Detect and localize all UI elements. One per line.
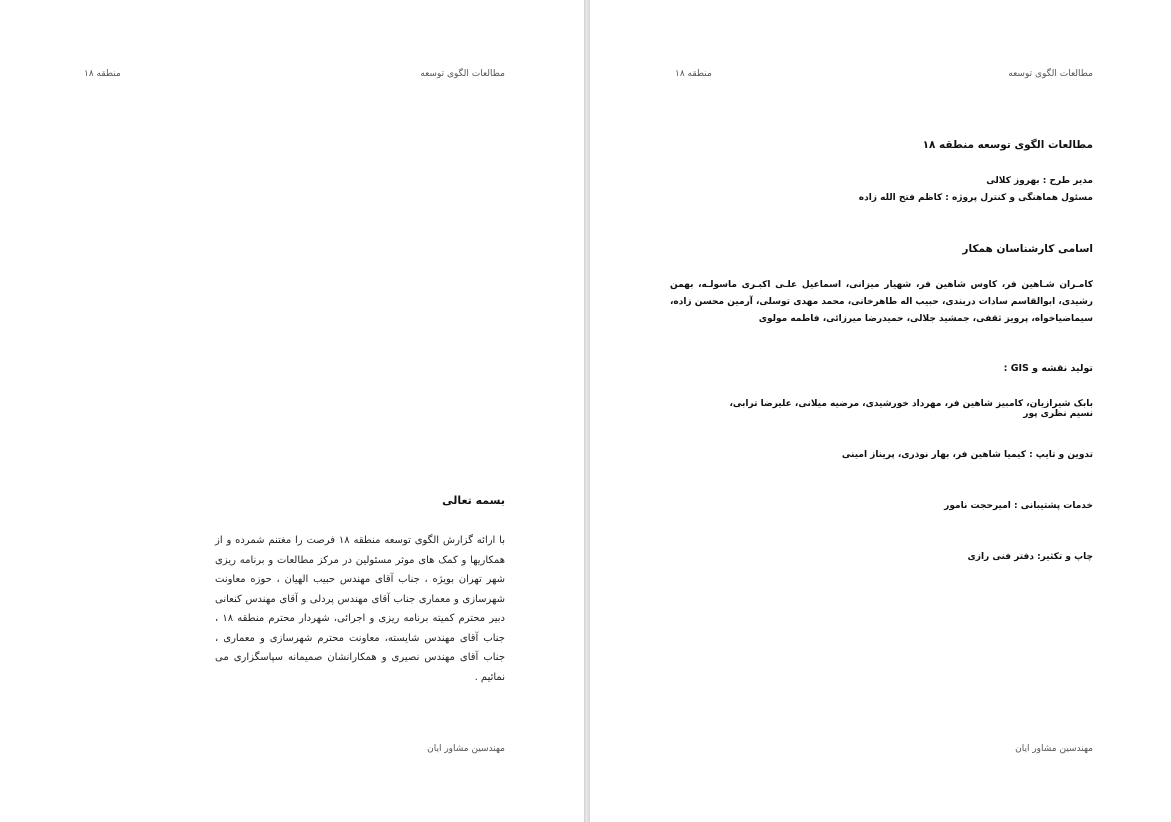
left-page — [0, 0, 584, 822]
experts-heading: اسامی کارشناسان همکار — [962, 243, 1093, 255]
document-title: مطالعات الگوی توسعه منطقه ۱۸ — [922, 139, 1093, 151]
page-header-region: منطقه ۱۸ — [675, 69, 712, 79]
page-footer: مهندسین مشاور ایان — [1015, 744, 1093, 754]
page-header-title: مطالعات الگوی توسعه — [420, 69, 505, 79]
dedication-heading: بسمه تعالی — [442, 494, 505, 507]
right-page — [590, 0, 1171, 822]
project-manager-line: مدیر طرح : بهروز کلالی — [986, 176, 1093, 186]
coordination-line: مسئول هماهنگی و کنترل پروژه : کاظم فتح الله زاده — [858, 193, 1093, 203]
gis-heading: تولید نقشه و GIS : — [1003, 363, 1093, 374]
page-header-region: منطقه ۱۸ — [84, 69, 121, 79]
page-header-title: مطالعات الگوی توسعه — [1008, 69, 1093, 79]
print-credits: چاپ و تکثیر: دفتر فنی رازی — [967, 552, 1093, 562]
page-footer: مهندسین مشاور ایان — [427, 744, 505, 754]
typing-credits: تدوین و تایپ : کیمیا شاهین فر، بهار نوذری، پریناز امینی — [841, 450, 1093, 460]
gis-team-list: بابک شیرازیان، کامبیز شاهین فر، مهرداد خورشیدی، مرضیه میلانی، علیرضا ترابی، نسیم نظری پور — [729, 399, 1093, 419]
experts-list: کامـران شـاهین فر، کاوس شاهین فر، شهیار میزانی، اسماعیل علـی اکبـری ماسولـه، بهمن رشیدی، ابوالقاسم سادات دربندی، حبیب اله طاهرخانی، محمد مهدی توسلی، آرمین محسن زاده، سیماضیاخواه، پرویز ثقفی، جمشید جلالی، حمیدرضا میرزائی، فاطمه مولوی — [670, 280, 1093, 324]
support-credits: خدمات پشتیبانی : امیرحجت نامور — [944, 501, 1093, 511]
acknowledgement-paragraph: با ارائه گزارش الگوی توسعه منطقه ۱۸ فرصت را مغتنم شمرده و از همکاریها و کمک های موثر مسئولین در مرکز مطالعات و برنامه ریزی شهر تهران بویژه ، جناب آقای مهندس حبیب الهیان ، حوزه معاونت شهرسازی و معماری جناب آقای مهندس پردلی و آقای مهندس کنعانی دبیر محترم کمیته برنامه ریزی و اجرائی، شهردار محترم منطقه ۱۸ ، جناب آقای مهندس شایسته، معاونت محترم شهرسازی و معماری ، جناب آقای مهندس نصیری و همکارانشان صمیمانه سپاسگزاری می نمائیم . — [215, 535, 505, 683]
